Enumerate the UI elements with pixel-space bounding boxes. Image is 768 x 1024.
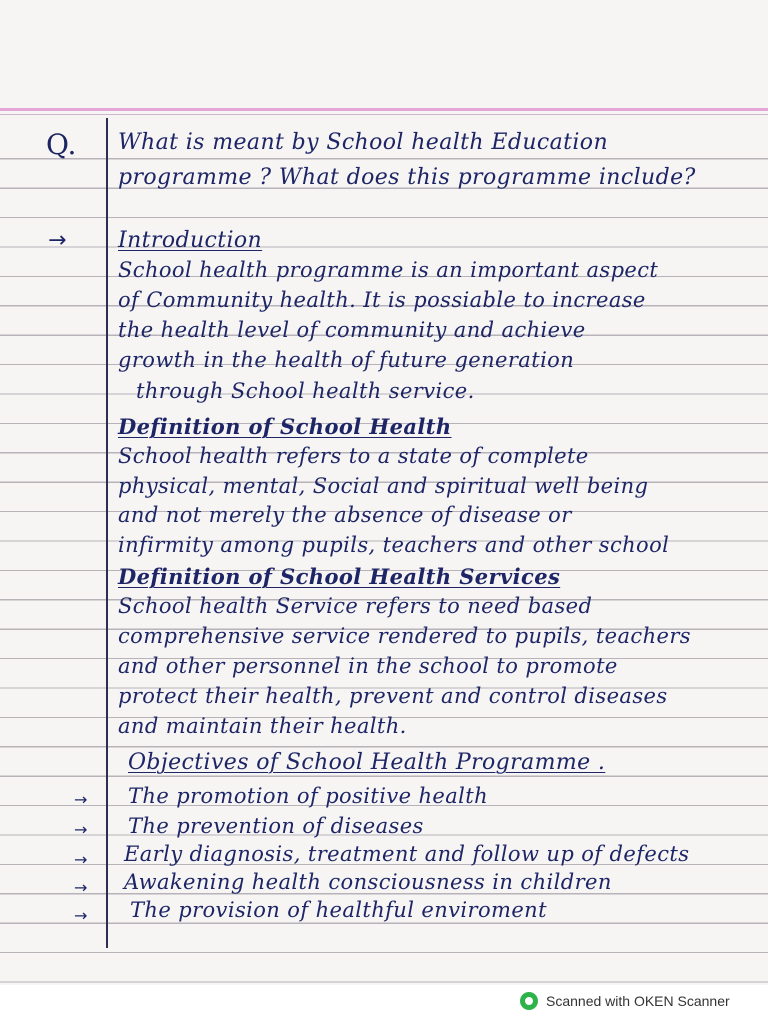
objective-item: The provision of healthful enviroment xyxy=(130,898,547,922)
scanner-watermark xyxy=(520,990,730,1012)
intro-line: through School health service. xyxy=(136,379,475,403)
intro-line: the health level of community and achieve xyxy=(118,318,586,342)
services-line: and other personnel in the school to promote xyxy=(118,654,618,678)
scanner-watermark-text: Scanned with OKEN Scanner xyxy=(546,993,730,1009)
services-line: School health Service refers to need based xyxy=(118,594,593,618)
left-margin-line xyxy=(106,118,108,948)
definition-line: School health refers to a state of complete xyxy=(118,444,589,468)
question-line-1: What is meant by School health Education xyxy=(118,130,609,155)
introduction-heading: Introduction xyxy=(118,228,263,253)
question-line-2: programme ? What does this programme include? xyxy=(118,165,696,190)
definition-line: physical, mental, Social and spiritual well being xyxy=(118,474,649,498)
definition-services-heading: Definition of School Health Services xyxy=(118,564,561,589)
definition-line: and not merely the absence of disease or xyxy=(118,503,572,527)
top-margin-rule-secondary xyxy=(0,114,768,115)
definition-school-health-heading: Definition of School Health xyxy=(118,414,452,439)
bullet-arrow-icon: → xyxy=(74,850,88,869)
services-line: protect their health, prevent and control diseases xyxy=(118,684,668,708)
bullet-arrow-icon: → xyxy=(74,906,88,925)
objective-item: Awakening health consciousness in children xyxy=(124,870,612,894)
services-line: and maintain their health. xyxy=(118,714,407,738)
question-marker: Q. xyxy=(46,128,77,161)
objective-item: The promotion of positive health xyxy=(128,784,489,808)
bullet-arrow-icon: → xyxy=(74,878,88,897)
services-line: comprehensive service rendered to pupils, teachers xyxy=(118,624,691,648)
objective-item: Early diagnosis, treatment and follow up of defects xyxy=(124,842,690,866)
intro-line: of Community health. It is possiable to increase xyxy=(118,288,646,312)
intro-arrow-icon: → xyxy=(48,228,67,253)
intro-line: growth in the health of future generation xyxy=(118,348,575,372)
objectives-heading: Objectives of School Health Programme . xyxy=(128,750,606,775)
bullet-arrow-icon: → xyxy=(74,790,88,809)
oken-scanner-logo-icon xyxy=(520,992,538,1010)
objective-item: The prevention of diseases xyxy=(128,814,424,838)
definition-line: infirmity among pupils, teachers and other school xyxy=(118,533,670,557)
intro-line: School health programme is an important aspect xyxy=(118,258,659,282)
bullet-arrow-icon: → xyxy=(74,820,88,839)
top-margin-rule xyxy=(0,108,768,111)
